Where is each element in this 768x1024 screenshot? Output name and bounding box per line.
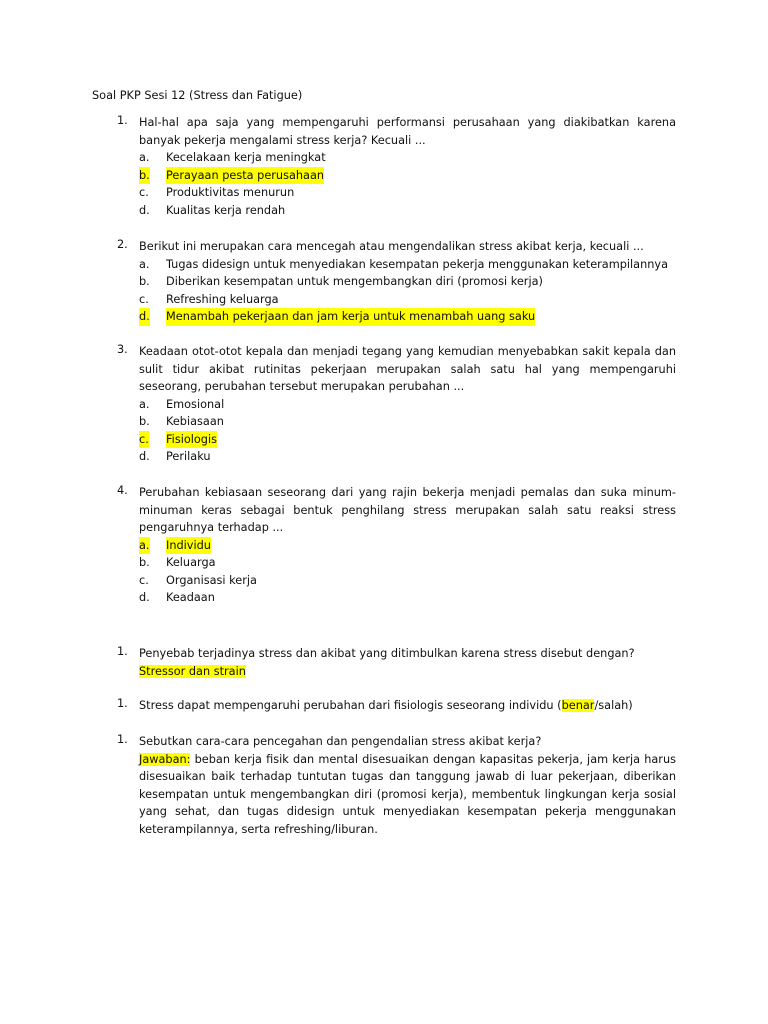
- question-number: 1.: [117, 697, 128, 710]
- question-text: Sebutkan cara-cara pencegahan dan pengendalian stress akibat kerja?: [139, 735, 542, 748]
- option-b: b. Kebiasaan: [139, 415, 224, 428]
- option-d: d. Keadaan: [139, 591, 215, 604]
- option-list: [139, 537, 676, 607]
- question-number: 4.: [117, 484, 128, 497]
- option-b-answer: b. Perayaan pesta perusahaan: [139, 167, 676, 185]
- question-4: [92, 484, 676, 607]
- question-2: [92, 238, 676, 326]
- answer-paragraph: Jawaban: beban kerja fisik dan mental disesuaikan dengan kapasitas pekerja, jam kerja harus disesuaikan baik terhadap tuntutan tugas dan tanggung jawab di luar pekerjaan, diberikan kesempatan untuk mengembangkan diri (promosi kerja), membentuk lingkungan kerja sosial yang sehat, dan tugas didesign untuk menyediakan kesempatan pekerja menggunakan keterampilannya, serta refreshing/liburan.: [139, 752, 676, 836]
- option-c: c. Organisasi kerja: [139, 573, 257, 587]
- document-title: Soal PKP Sesi 12 (Stress dan Fatigue): [92, 89, 303, 102]
- option-c: c. Produktivitas menurun: [139, 186, 295, 199]
- short-question-2: [92, 697, 676, 715]
- question-text: Penyebab terjadinya stress dan akibat yang ditimbulkan karena stress disebut dengan?: [139, 647, 635, 660]
- option-list: [139, 396, 676, 466]
- option-d: d. Perilaku: [139, 450, 211, 463]
- question-number: 1.: [117, 645, 128, 658]
- option-d-answer: d. Menambah pekerjaan dan jam kerja untuk menambah uang saku: [139, 308, 676, 326]
- question-stem: Berikut ini merupakan cara mencegah atau mengendalikan stress akibat kerja, kecuali ...: [139, 240, 644, 253]
- option-a: a. Tugas didesign untuk menyediakan kesempatan pekerja menggunakan keterampilannya: [139, 257, 669, 271]
- option-b: b. Diberikan kesempatan untuk mengembangkan diri (promosi kerja): [139, 275, 543, 288]
- option-list: [139, 149, 676, 219]
- option-d: d. Kualitas kerja rendah: [139, 203, 286, 217]
- question-stem: Hal-hal apa saja yang mempengaruhi performansi perusahaan yang diakibatkan karena banyak pekerja mengalami stress kerja? Kecuali ...: [139, 116, 676, 147]
- question-number: 1.: [117, 733, 128, 746]
- question-stem: Keadaan otot-otot kepala dan menjadi tegang yang kemudian menyebabkan sakit kepala dan sulit tidur akibat rutinitas pekerjaan merupakan salah satu hal yang mempengaruhi seseorang, perubahan tersebut merupakan perubahan ...: [139, 345, 676, 393]
- answer-highlight: Stressor dan strain: [139, 664, 246, 678]
- question-text: Stress dapat mempengaruhi perubahan dari fisiologis seseorang individu (benar/salah): [139, 699, 633, 712]
- option-b: b. Keluarga: [139, 556, 216, 569]
- answer-highlight: benar: [561, 699, 595, 712]
- short-question-1: [92, 645, 676, 680]
- answer-label: Jawaban:: [139, 752, 191, 766]
- option-list: [139, 256, 676, 326]
- question-number: 1.: [117, 114, 128, 127]
- short-question-3: [92, 733, 676, 838]
- question-3: [92, 343, 676, 466]
- option-c: c. Refreshing keluarga: [139, 292, 279, 306]
- question-number: 2.: [117, 238, 128, 251]
- question-number: 3.: [117, 343, 128, 356]
- question-stem: Perubahan kebiasaan seseorang dari yang rajin bekerja menjadi pemalas dan suka minum-minuman keras sebagai bentuk penghilang stress merupakan salah satu reaksi stress pengaruhnya terhadap ...: [139, 486, 676, 534]
- option-a: a. Emosional: [139, 397, 225, 411]
- option-a-answer: a. Individu: [139, 537, 676, 555]
- option-c-answer: c. Fisiologis: [139, 431, 676, 449]
- question-1: [92, 114, 676, 219]
- option-a: a. Kecelakaan kerja meningkat: [139, 151, 326, 164]
